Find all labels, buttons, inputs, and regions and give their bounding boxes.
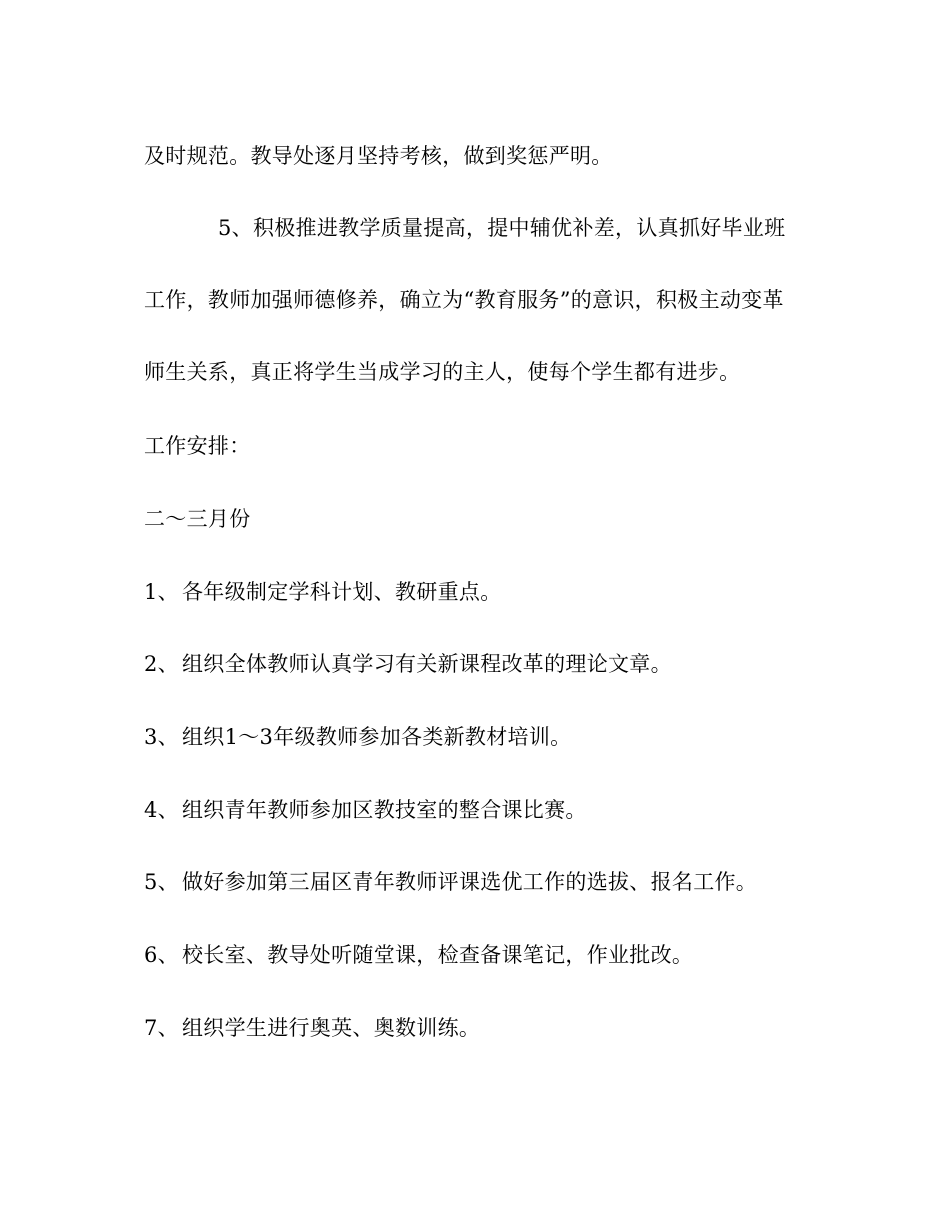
list-item: [144, 868, 757, 896]
list-item-text: 组织全体教师认真学习有关新课程改革的理论文章。: [182, 652, 672, 676]
list-item-text: 组织学生进行奥英、奥数训练。: [182, 1016, 481, 1040]
list-item-number: 1、: [144, 580, 179, 604]
list-item: [144, 650, 672, 678]
list-item-number: 6、: [144, 943, 179, 967]
month-heading: 二～三月份: [144, 507, 251, 531]
list-item: [144, 723, 571, 751]
list-item-number: 5、: [144, 870, 179, 894]
list-item: [144, 578, 502, 606]
list-item: [144, 1014, 480, 1042]
list-item-number: 3、: [144, 725, 179, 749]
list-item-number: 4、: [144, 798, 179, 822]
section-heading: 工作安排：: [144, 434, 251, 458]
list-item: [144, 941, 693, 969]
list-item-number: 7、: [144, 1016, 179, 1040]
list-item: [144, 796, 587, 824]
list-item-number: 2、: [144, 652, 179, 676]
list-item-text: 校长室、教导处听随堂课，检查备课笔记，作业批改。: [182, 943, 694, 967]
paragraph-continuation: 及时规范。教导处逐月坚持考核，做到奖惩严明。: [144, 144, 613, 168]
list-item-text: 组织1～3年级教师参加各类新教材培训。: [182, 725, 572, 749]
paragraph-5-line-1: 5、积极推进教学质量提高，提中辅优补差，认真抓好毕业班: [218, 216, 786, 240]
paragraph-5-line-2: 工作，教师加强师德修养，确立为“教育服务”的意识，积极主动变革: [144, 288, 784, 312]
paragraph-5-line-3: 师生关系，真正将学生当成学习的主人，使每个学生都有进步。: [144, 360, 741, 384]
list-item-text: 各年级制定学科计划、教研重点。: [182, 580, 502, 604]
list-item-text: 做好参加第三届区青年教师评课选优工作的选拔、报名工作。: [182, 870, 758, 894]
list-item-text: 组织青年教师参加区教技室的整合课比赛。: [182, 798, 587, 822]
